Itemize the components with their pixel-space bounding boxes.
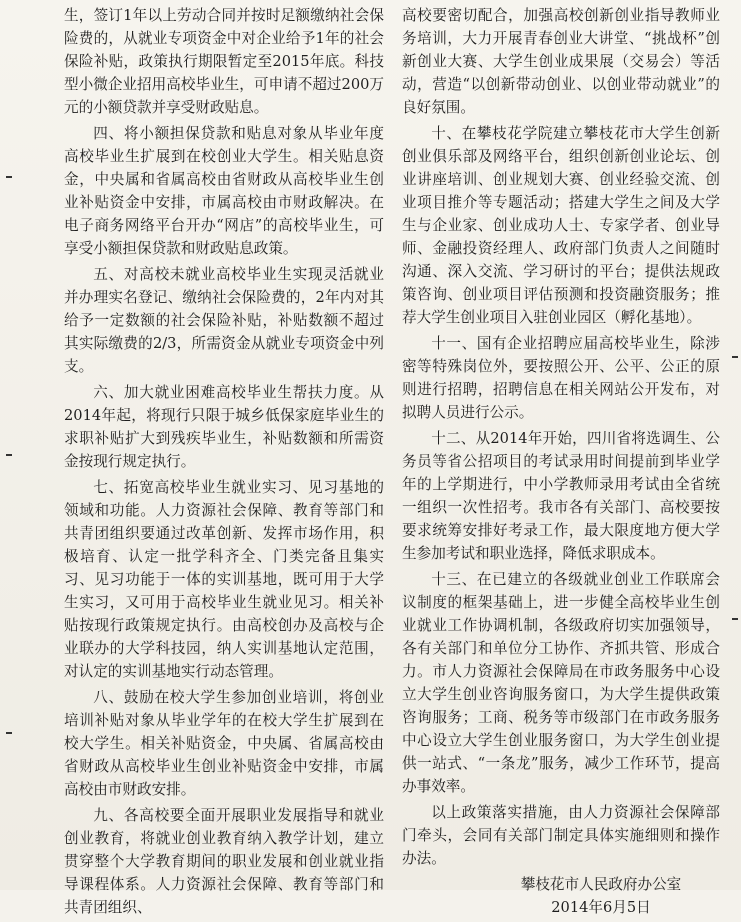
paragraph-8-entrepreneurship-training: 八、鼓励在校大学生参加创业培训，将创业培训补贴对象从毕业学年的在校大学生扩展到在校大学生。相关补贴资金，中央属、省属高校由省财政从高校毕业生创业补贴资金中安排，市属高校由市财政安排。 [64, 689, 384, 798]
paragraph-closing: 以上政策落实措施，由人力资源社会保障部门牵头，会同有关部门制定具体实施细则和操作办法。 [402, 804, 720, 867]
paragraph-9-continued: 高校要密切配合，加强高校创新创业指导教师业务培训，大力开展青春创业大讲堂、“挑战杯”创新创业大赛、大学生创业成果展（交易会）等活动，营造“以创新带动创业、以创业带动就业”的良好氛围。 [402, 7, 720, 116]
scan-mark [6, 176, 12, 178]
scan-mark [6, 732, 12, 734]
left-column [64, 4, 384, 922]
paragraph-12-civil-service-exams: 十二、从2014年开始，四川省将选调生、公务员等省公招项目的考试录用时间提前到毕业学年的上学期进行，中小学教师录用考试由全省统一组织一次性招考。我市各有关部门、高校要按要求统筹安排好考录工作，最大限度地方便大学生参加考试和职业选择，降低求职成本。 [402, 430, 720, 562]
paragraph-10-innovation-club: 十、在攀枝花学院建立攀枝花市大学生创新创业俱乐部及网络平台，组织创新创业论坛、创业讲座培训、创业规划大赛、创业经验交流、创业项目推介等专题活动；搭建大学生之间及大学生与企业家、创业成功人士、专家学者、创业导师、金融投资经理人、政府部门负责人之间随时沟通、深入交流、学习研讨的平台；提供法规政策咨询、创业项目评估预测和投资融资服务；推荐大学生创业项目入驻创业园区（孵化基地）。 [402, 125, 720, 326]
paragraph-benefits-continued: 生，签订1年以上劳动合同并按时足额缴纳社会保险费的，从就业专项资金中对企业给予1年的社会保险补贴，政策执行期限暂定至2015年底。科技型小微企业招用高校毕业生，可申请不超过200万元的小额贷款并享受财政贴息。 [64, 7, 384, 116]
paragraph-6-job-assistance: 六、加大就业困难高校毕业生帮扶力度。从2014年起，将现行只限于城乡低保家庭毕业生的求职补贴扩大到残疾毕业生，补贴数额和所需资金按现行规定执行。 [64, 384, 384, 470]
scan-mark [6, 454, 12, 456]
paragraph-9-career-guidance: 九、各高校要全面开展职业发展指导和就业创业教育，将就业创业教育纳入教学计划，建立贯穿整个大学教育期间的职业发展和创业就业指导课程体系。人力资源社会保障、教育等部门和共青团组织、 [64, 807, 384, 916]
scan-mark [732, 356, 738, 358]
paragraph-5-flexible-employment: 五、对高校未就业高校毕业生实现灵活就业并办理实名登记、缴纳社会保险费的，2年内对其给予一定数额的社会保险补贴，补贴数额不超过其实际缴费的2/3，所需资金从就业专项资金中列支。 [64, 266, 384, 375]
right-column [402, 4, 720, 919]
paragraph-13-coordination-mechanism: 十三、在已建立的各级就业创业工作联席会议制度的框架基础上，进一步健全高校毕业生创业就业工作协调机制，各级政府切实加强领导，各有关部门和单位分工协作、齐抓共管、形成合力。市人力资源社会保障局在市政务服务中心设立大学生创业咨询服务窗口，为大学生提供政策咨询服务；工商、税务等市级部门在市政务服务中心设立大学生创业服务窗口，为大学生创业提供一站式、“一条龙”服务，减少工作环节，提高办事效率。 [402, 571, 720, 795]
paragraph-11-state-enterprise-hiring: 十一、国有企业招聘应届高校毕业生，除涉密等特殊岗位外，要按照公开、公平、公正的原则进行招聘，招聘信息在相关网站公开发布，对拟聘人员进行公示。 [402, 335, 720, 421]
paragraph-7-internship-bases: 七、拓宽高校毕业生就业实习、见习基地的领域和功能。人力资源社会保障、教育等部门和共青团组织要通过改革创新、发挥市场作用，积极培育、认定一批学科齐全、门类完备且集实习、见习功能于一体的实训基地，既可用于大学生实习，又可用于高校毕业生就业见习。相关补贴按现行政策规定执行。由高校创办及高校与企业联办的大学科技园，纳人实训基地认定范围，对认定的实训基地实行动态管理。 [64, 479, 384, 680]
issue-date: 2014年6月5日 [551, 899, 651, 916]
scan-mark [732, 618, 738, 620]
issuer-signature: 攀枝花市人民政府办公室 [520, 876, 682, 893]
paragraph-4-loan-guarantee: 四、将小额担保贷款和贴息对象从毕业年度高校毕业生扩展到在校创业大学生。相关贴息资金，中央属和省属高校由省财政从高校毕业生创业补贴资金中安排，市属高校由市财政解决。在电子商务网络平台开办“网店”的高校毕业生，可享受小额担保贷款和财政贴息政策。 [64, 125, 384, 257]
